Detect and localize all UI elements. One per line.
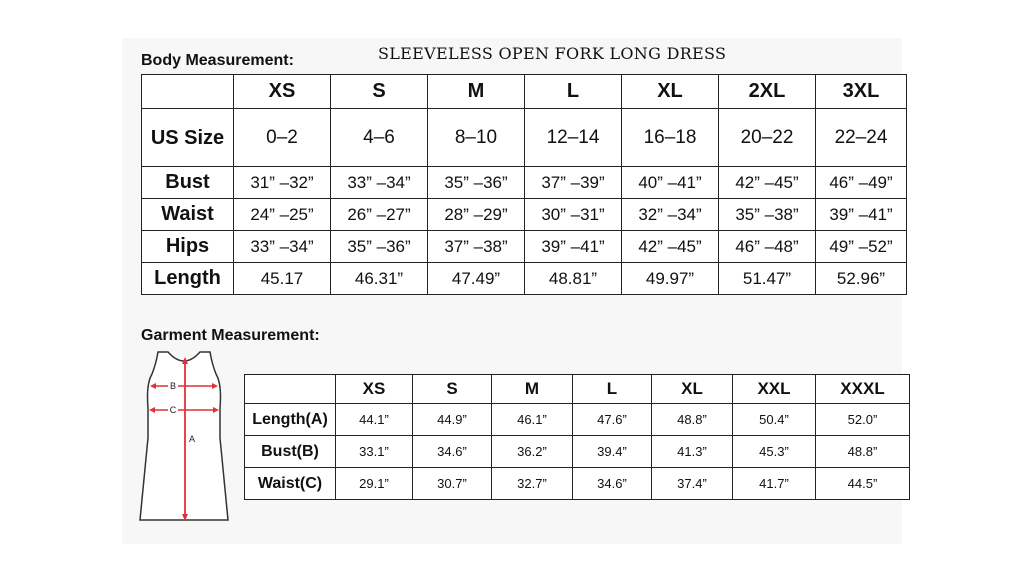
size-header: 2XL xyxy=(719,75,816,109)
table-cell: 40” –41” xyxy=(622,167,719,199)
table-cell: 22–24 xyxy=(816,109,907,167)
table-cell: 46” –49” xyxy=(816,167,907,199)
size-header: M xyxy=(492,375,573,404)
length-a-row xyxy=(245,404,910,436)
bust-row xyxy=(142,167,907,199)
table-cell: 0–2 xyxy=(234,109,331,167)
size-header: L xyxy=(525,75,622,109)
waist-row xyxy=(142,199,907,231)
table-cell: 30.7” xyxy=(413,468,492,500)
body-measurement-label: Body Measurement: xyxy=(141,52,294,69)
size-header: XXXL xyxy=(816,375,910,404)
table-cell: 42” –45” xyxy=(622,231,719,263)
size-header: XXL xyxy=(733,375,816,404)
table-cell: 24” –25” xyxy=(234,199,331,231)
size-header: S xyxy=(331,75,428,109)
table-cell: 4–6 xyxy=(331,109,428,167)
table-cell: 37.4” xyxy=(652,468,733,500)
size-header: XL xyxy=(622,75,719,109)
table-cell: 33” –34” xyxy=(234,231,331,263)
table-cell: 12–14 xyxy=(525,109,622,167)
diagram-label-a: A xyxy=(189,434,196,444)
size-header: 3XL xyxy=(816,75,907,109)
size-header: XL xyxy=(652,375,733,404)
table-cell: 39” –41” xyxy=(816,199,907,231)
table-cell: 46.1” xyxy=(492,404,573,436)
table-cell: 33” –34” xyxy=(331,167,428,199)
table-cell: 35” –36” xyxy=(331,231,428,263)
table-cell: 41.7” xyxy=(733,468,816,500)
table-cell: 48.8” xyxy=(652,404,733,436)
table-cell: 45.3” xyxy=(733,436,816,468)
garment-measurement-label: Garment Measurement: xyxy=(141,327,320,344)
table-cell: 44.5” xyxy=(816,468,910,500)
table-cell: 41.3” xyxy=(652,436,733,468)
header-blank-cell xyxy=(245,375,336,404)
table-cell: 37” –39” xyxy=(525,167,622,199)
table-cell: 48.8” xyxy=(816,436,910,468)
row-label: Length(A) xyxy=(245,404,336,436)
hips-row xyxy=(142,231,907,263)
table-cell: 50.4” xyxy=(733,404,816,436)
table-cell: 37” –38” xyxy=(428,231,525,263)
table-cell: 44.9” xyxy=(413,404,492,436)
header-blank-cell xyxy=(142,75,234,109)
dress-outline xyxy=(140,352,228,520)
table-cell: 44.1” xyxy=(336,404,413,436)
table-cell: 29.1” xyxy=(336,468,413,500)
size-header: XS xyxy=(234,75,331,109)
waist-c-row xyxy=(245,468,910,500)
row-label: US Size xyxy=(142,109,234,167)
table-cell: 20–22 xyxy=(719,109,816,167)
bust-b-row xyxy=(245,436,910,468)
row-label: Hips xyxy=(142,231,234,263)
table-cell: 30” –31” xyxy=(525,199,622,231)
table-cell: 47.49” xyxy=(428,263,525,295)
table-cell: 46.31” xyxy=(331,263,428,295)
row-label: Bust xyxy=(142,167,234,199)
table-cell: 51.47” xyxy=(719,263,816,295)
size-header-row xyxy=(142,75,907,109)
diagram-label-c: C xyxy=(169,405,177,415)
table-cell: 39.4” xyxy=(573,436,652,468)
table-cell: 46” –48” xyxy=(719,231,816,263)
table-cell: 34.6” xyxy=(413,436,492,468)
row-label: Waist xyxy=(142,199,234,231)
row-label: Bust(B) xyxy=(245,436,336,468)
diagram-label-b: B xyxy=(169,381,177,391)
product-title: SLEEVELESS OPEN FORK LONG DRESS xyxy=(378,44,727,63)
body-measurement-table xyxy=(141,74,907,295)
table-cell: 32.7” xyxy=(492,468,573,500)
size-header-row xyxy=(245,375,910,404)
table-cell: 39” –41” xyxy=(525,231,622,263)
row-label: Waist(C) xyxy=(245,468,336,500)
table-cell: 45.17 xyxy=(234,263,331,295)
table-cell: 42” –45” xyxy=(719,167,816,199)
table-cell: 16–18 xyxy=(622,109,719,167)
garment-measurement-table xyxy=(244,374,910,500)
table-cell: 49.97” xyxy=(622,263,719,295)
table-cell: 48.81” xyxy=(525,263,622,295)
row-label: Length xyxy=(142,263,234,295)
table-cell: 28” –29” xyxy=(428,199,525,231)
table-cell: 32” –34” xyxy=(622,199,719,231)
length-row xyxy=(142,263,907,295)
table-cell: 31” –32” xyxy=(234,167,331,199)
table-cell: 34.6” xyxy=(573,468,652,500)
table-cell: 52.0” xyxy=(816,404,910,436)
table-cell: 26” –27” xyxy=(331,199,428,231)
table-cell: 33.1” xyxy=(336,436,413,468)
size-header: L xyxy=(573,375,652,404)
table-cell: 36.2” xyxy=(492,436,573,468)
size-header: S xyxy=(413,375,492,404)
dress-diagram xyxy=(138,348,230,524)
table-cell: 35” –38” xyxy=(719,199,816,231)
table-cell: 52.96” xyxy=(816,263,907,295)
table-cell: 8–10 xyxy=(428,109,525,167)
table-cell: 47.6” xyxy=(573,404,652,436)
size-header: M xyxy=(428,75,525,109)
us-size-row xyxy=(142,109,907,167)
size-header: XS xyxy=(336,375,413,404)
table-cell: 35” –36” xyxy=(428,167,525,199)
table-cell: 49” –52” xyxy=(816,231,907,263)
